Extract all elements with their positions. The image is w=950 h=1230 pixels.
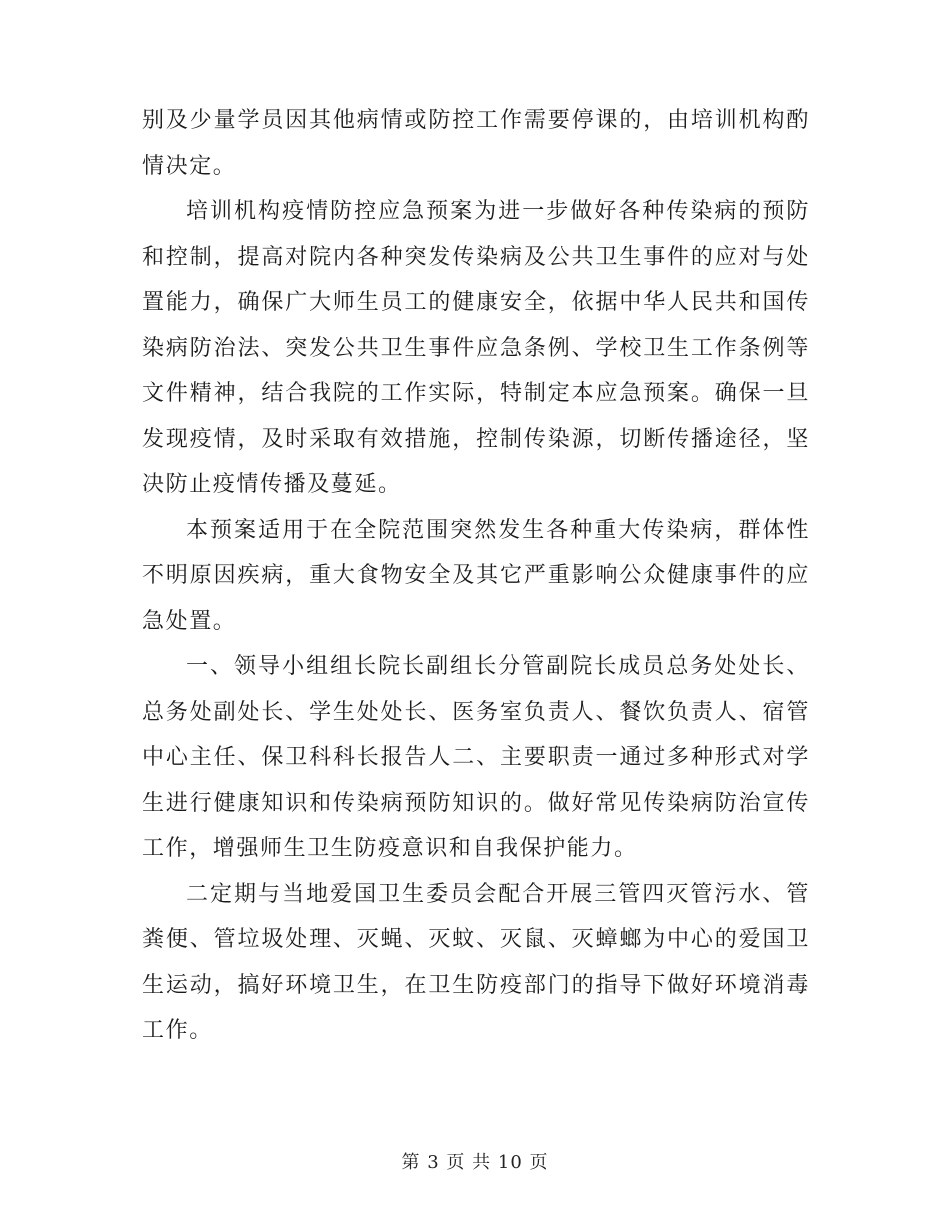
paragraph-5: 二定期与当地爱国卫生委员会配合开展三管四灭管污水、管粪便、管垃圾处理、灭蝇、灭蚊、灭鼠、灭蟑螂为中心的爱国卫生运动，搞好环境卫生，在卫生防疫部门的指导下做好环境消毒工作。 (142, 881, 810, 1043)
page-label-suffix: 页 (529, 1152, 549, 1173)
page-footer (0, 1148, 950, 1174)
total-pages-number: 10 (497, 1152, 523, 1173)
page-label-mid: 页 共 (446, 1152, 492, 1173)
paragraph-1: 别及少量学员因其他病情或防控工作需要停课的，由培训机构酌情决定。 (142, 108, 810, 179)
document-body (142, 98, 810, 1054)
paragraph-4: 一、领导小组组长院长副组长分管副院长成员总务处处长、总务处副处长、学生处处长、医务室负责人、餐饮负责人、宿管中心主任、保卫科科长报告人二、主要职责一通过多种形式对学生进行健康知识和传染病预防知识的。做好常见传染病防治宣传工作，增强师生卫生防疫意识和自我保护能力。 (142, 654, 810, 861)
page-label-prefix: 第 (401, 1152, 421, 1173)
paragraph-2: 培训机构疫情防控应急预案为进一步做好各种传染病的预防和控制，提高对院内各种突发传染病及公共卫生事件的应对与处置能力，确保广大师生员工的健康安全，依据中华人民共和国传染病防治法、突发公共卫生事件应急条例、学校卫生工作条例等文件精神，结合我院的工作实际，特制定本应急预案。确保一旦发现疫情，及时采取有效措施，控制传染源，切断传播途径，坚决防止疫情传播及蔓延。 (142, 199, 810, 497)
current-page-number: 3 (427, 1152, 440, 1173)
paragraph-3: 本预案适用于在全院范围突然发生各种重大传染病，群体性不明原因疾病，重大食物安全及其它严重影响公众健康事件的应急处置。 (142, 517, 810, 634)
